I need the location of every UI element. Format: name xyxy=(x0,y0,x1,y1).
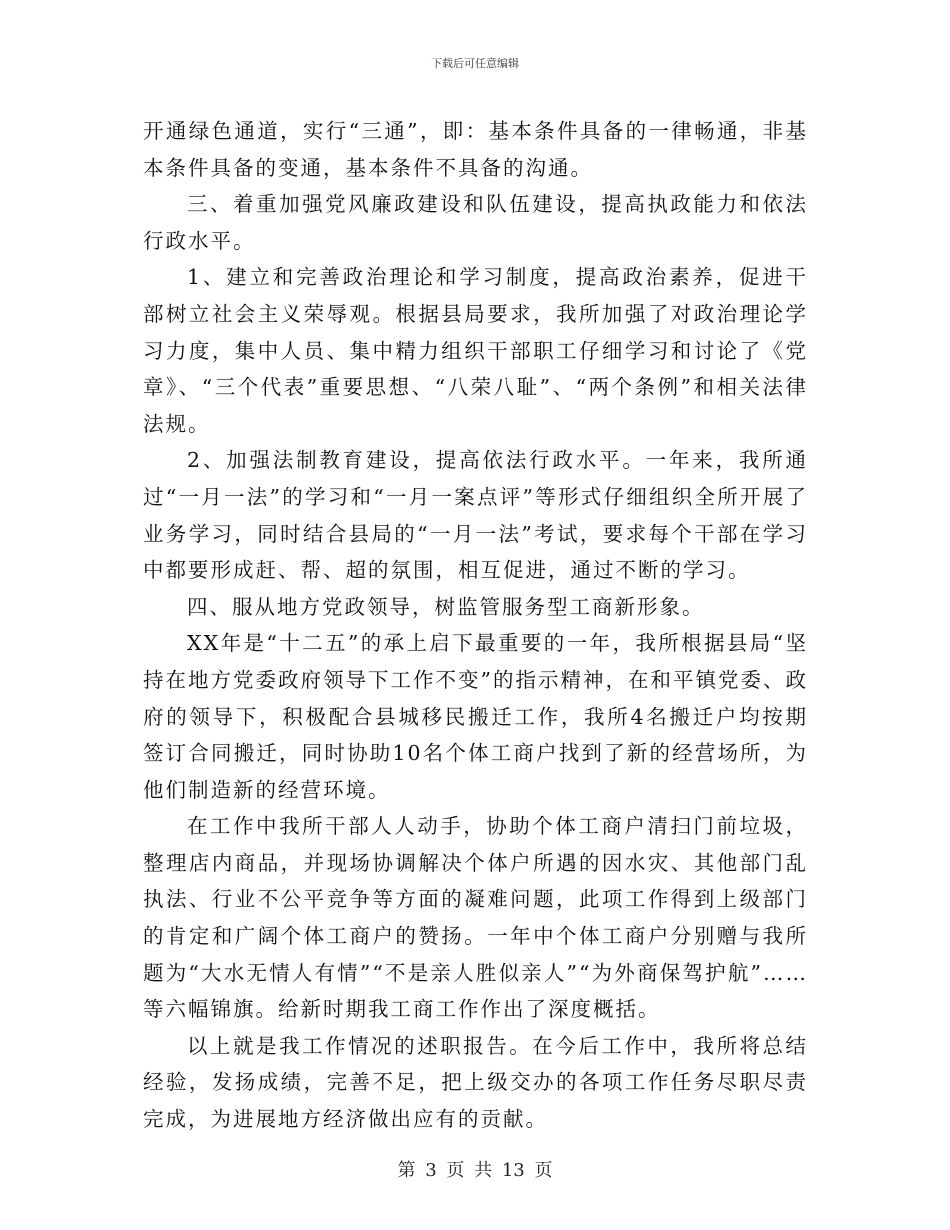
paragraph: XX年是“十二五”的承上启下最重要的一年，我所根据县局“坚持在地方党委政府领导下工作不变”的指示精神，在和平镇党委、政府的领导下，积极配合县城移民搬迁工作，我所4名搬迁户均按期签订合同搬迁，同时协助10名个体工商户找到了新的经营场所，为他们制造新的经营环境。 xyxy=(143,631,808,802)
document-body xyxy=(143,113,808,1138)
paragraph: 1、建立和完善政治理论和学习制度，提高政治素养，促进干部树立社会主义荣辱观。根据县局要求，我所加强了对政治理论学习力度，集中人员、集中精力组织干部职工仔细学习和讨论了《党章》、“三个代表”重要思想、“八荣八耻”、“两个条例”和相关法律法规。 xyxy=(143,265,808,436)
paragraph: 2、加强法制教育建设，提高依法行政水平。一年来，我所通过“一月一法”的学习和“一月一案点评”等形式仔细组织全所开展了业务学习，同时结合县局的“一月一法”考试，要求每个干部在学习中都要形成赶、帮、超的氛围，相互促进，通过不断的学习。 xyxy=(143,448,808,583)
paragraph: 在工作中我所干部人人动手，协助个体工商户清扫门前垃圾，整理店内商品，并现场协调解决个体户所遇的因水灾、其他部门乱执法、行业不公平竞争等方面的凝难问题，此项工作得到上级部门的肯定和广阔个体工商户的赞扬。一年中个体工商户分别赠与我所题为“大水无情人有情”“不是亲人胜似亲人”“为外商保驾护航”……等六幅锦旗。给新时期我工商工作作出了深度概括。 xyxy=(143,814,808,1022)
paragraph: 以上就是我工作情况的述职报告。在今后工作中，我所将总结经验，发扬成绩，完善不足，把上级交办的各项工作任务尽职尽责完成，为进展地方经济做出应有的贡献。 xyxy=(143,1033,808,1132)
paragraph: 三、着重加强党风廉政建设和队伍建设，提高执政能力和依法行政水平。 xyxy=(143,192,808,253)
paragraph: 四、服从地方党政领导，树监管服务型工商新形象。 xyxy=(187,594,705,619)
page-number-footer: 第 3 页 共 13 页 xyxy=(397,1160,553,1181)
paragraph: 开通绿色通道，实行“三通”，即：基本条件具备的一律畅通，非基本条件具备的变通，基本条件不具备的沟通。 xyxy=(143,119,808,180)
page-header-note: 下载后可任意编辑 xyxy=(431,57,519,70)
